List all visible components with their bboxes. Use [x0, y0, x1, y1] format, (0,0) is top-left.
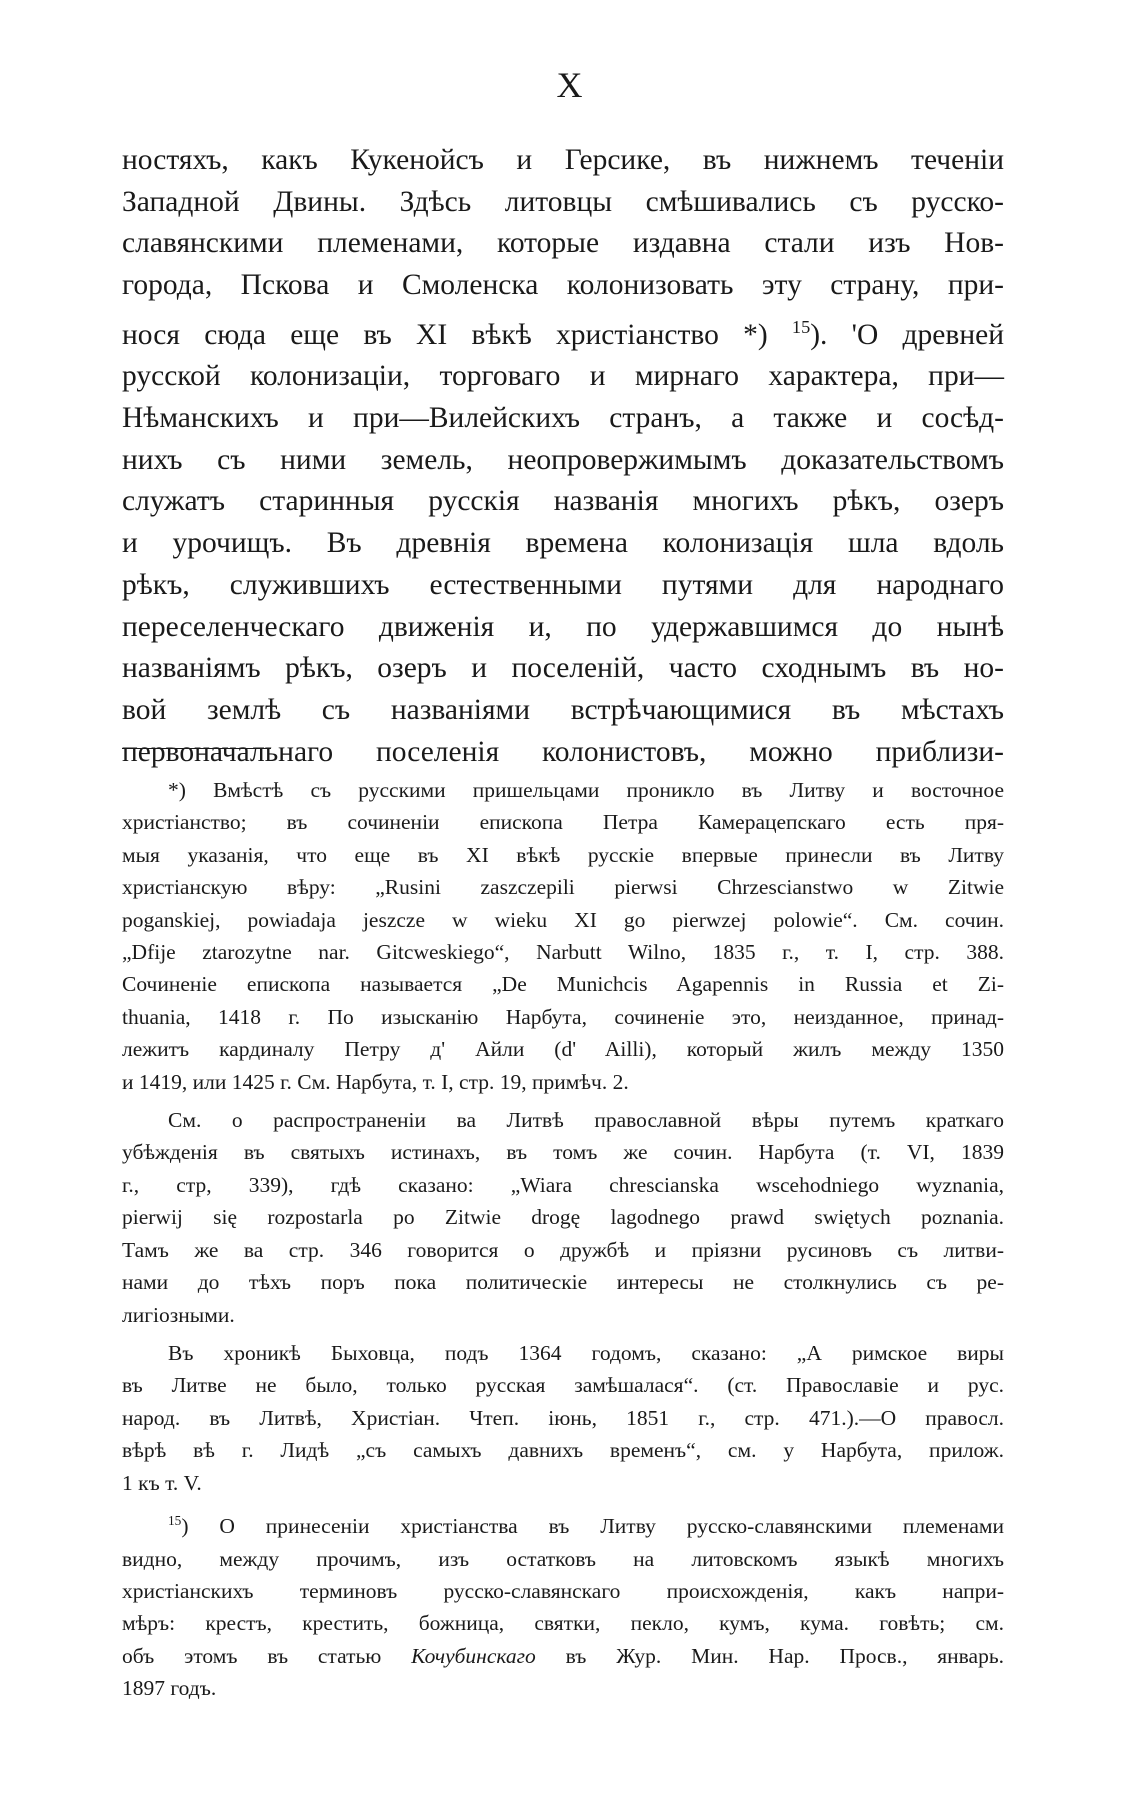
- main-text: [122, 140, 1004, 773]
- footnote-line: лигіозными.: [122, 1302, 235, 1327]
- author-name: Кочубинскаго: [411, 1643, 536, 1668]
- footnote-line: мѣръ: крестъ, крестить, божница, святки, пекло, кумъ, кума. говѣть; см.: [122, 1611, 1004, 1636]
- footnote-line: христіанскую вѣру: „Rusini zaszczepili pierwsi Chrzescianstwo w Zitwie: [122, 875, 1004, 900]
- footnote-line: нами до тѣхъ поръ пока политическіе интересы не столкнулись съ ре-: [122, 1270, 1004, 1295]
- text-line: названіямъ рѣкъ, озеръ и поселеній, часто сходнымъ въ но-: [122, 652, 1004, 685]
- text-line: служатъ старинныя русскія названія многихъ рѣкъ, озеръ: [122, 485, 1004, 518]
- text-line: и урочищъ. Въ древнія времена колонизація шла вдоль: [122, 527, 1004, 560]
- text-segment: объ этомъ въ статью: [122, 1643, 382, 1668]
- footnote-line: видно, между прочимъ, изъ остатковъ на литовскомъ языкѣ многихъ: [122, 1546, 1004, 1571]
- text-segment: въ Жур. Мин. Нар. Просв., январь.: [535, 1643, 1005, 1668]
- footnote-line: 1897 годъ.: [122, 1676, 217, 1701]
- footnote-line: и 1419, или 1425 г. См. Нарбута, т. I, стр. 19, примѣч. 2.: [122, 1069, 629, 1094]
- footnote-15: [122, 1505, 1004, 1705]
- footnote-separator: [122, 748, 271, 749]
- footnote-ref-15: 15: [791, 316, 811, 337]
- text-line: Западной Двины. Здѣсь литовцы смѣшивались съ русско-: [122, 185, 1004, 218]
- text-line: города, Пскова и Смоленска колонизовать эту страну, при-: [122, 269, 1004, 302]
- text-segment: ) О принесеніи христіанства въ Литву русско-славянскими племенами: [181, 1514, 1004, 1539]
- footnote-line: „Dfije ztarozytne nar. Gitcweskiego“, Narbutt Wilno, 1835 г., т. I, стр. 388.: [122, 940, 1004, 965]
- footnote-line: убѣжденія въ святыхъ истинахъ, въ томъ же сочин. Нарбута (т. VI, 1839: [122, 1140, 1004, 1165]
- footnote-line: народ. въ Литвѣ, Христіан. Чтеп. іюнь, 1851 г., стр. 471.).—О правосл.: [122, 1405, 1004, 1430]
- text-line: ностяхъ, какъ Кукенойсъ и Герсике, въ нижнемъ теченіи: [122, 144, 1004, 176]
- footnote-line: лежитъ кардиналу Петру д' Айли (d' Ailli), который жилъ между 1350: [122, 1037, 1004, 1062]
- footnote-line: [122, 1505, 1004, 1543]
- footnote-line: *) Вмѣстѣ съ русскими пришельцами проникло въ Литву и восточное: [168, 778, 1004, 802]
- footnote-line: христіанство; въ сочиненіи епископа Петра Камерацепскаго есть пря-: [122, 810, 1004, 835]
- footnote-line: Въ хроникѣ Быховца, подъ 1364 годомъ, сказано: „А римское виры: [168, 1340, 1004, 1365]
- text-line: нихъ съ ними земель, неопровержимымъ доказательствомъ: [122, 443, 1004, 476]
- text-line: первоначальнаго поселенія колонистовъ, можно приблизи-: [122, 735, 1004, 768]
- footnote-star: [122, 774, 1004, 1098]
- footnote-paragraph-orthodox: [122, 1104, 1004, 1331]
- text-line: рѣкъ, служившихъ естественными путями для народнаго: [122, 568, 1004, 601]
- footnote-line: Сочиненіе епископа называется „De Munichcis Agapennis in Russia et Zi-: [122, 972, 1004, 997]
- text-line: вой землѣ съ названіями встрѣчающимися въ мѣстахъ: [122, 693, 1004, 726]
- footnote-line: вѣрѣ вѣ г. Лидѣ „съ самыхъ давнихъ временъ“, см. у Нарбута, прилож.: [122, 1438, 1004, 1463]
- footnote-line: [122, 1640, 1004, 1672]
- text-line: Нѣманскихъ и при—Вилейскихъ странъ, а также и сосѣд-: [122, 402, 1004, 435]
- footnote-line: pierwij się rozpostarla po Zitwie drogę lagodnego prawd swiętych poznania.: [122, 1205, 1004, 1230]
- footnote-line: poganskiej, powiadaja jeszcze w wieku XI go pierwzej polowie“. См. сочин.: [122, 907, 1004, 932]
- text-line-with-reference: [122, 307, 1004, 357]
- footnote-paragraph-chronicle: [122, 1337, 1004, 1499]
- footnote-line: Тамъ же ва стр. 346 говорится о дружбѣ и пріязни русиновъ съ литви-: [122, 1237, 1004, 1262]
- footnote-line: мыя указанія, что еще въ XI вѣкѣ русскіе впервые принесли въ Литву: [122, 842, 1004, 867]
- footnote-line: г., стр, 339), гдѣ сказано: „Wiara chrescianska wscehodniego wyznania,: [122, 1172, 1004, 1197]
- text-line: переселенческаго движенія и, по удержавшимся до нынѣ: [122, 610, 1004, 643]
- text-segment: нося сюда еще въ XI вѣкѣ христіанство *): [122, 318, 768, 351]
- text-segment: ). 'О древней: [810, 318, 1004, 351]
- page-number: X: [556, 65, 584, 105]
- footnote-line: христіанскихъ терминовъ русско-славянскаго происхожденія, какъ напри-: [122, 1578, 1004, 1603]
- text-line: славянскими племенами, которые издавна стали изъ Нов-: [122, 227, 1004, 260]
- text-line: русской колонизаціи, торговаго и мирнаго характера, при—: [122, 360, 1004, 393]
- footnote-line: 1 къ т. V.: [122, 1470, 202, 1495]
- footnotes: [122, 774, 1004, 1711]
- footnote-line: См. о распространеніи ва Литвѣ православной вѣры путемъ краткаго: [168, 1108, 1004, 1133]
- footnote-line: въ Литве не было, только русская замѣшалася“. (ст. Православіе и рус.: [122, 1373, 1004, 1398]
- footnote-line: thuania, 1418 г. По изысканію Нарбута, сочиненіе это, неизданное, принад-: [122, 1004, 1004, 1029]
- footnote-marker-15: 15: [168, 1512, 182, 1528]
